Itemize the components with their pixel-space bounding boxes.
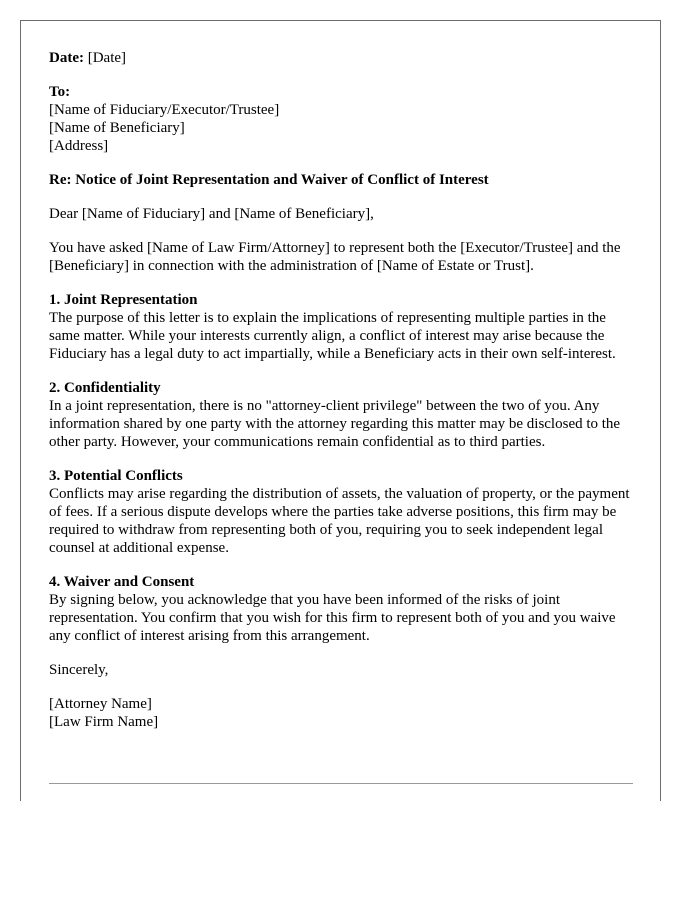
signature-block bbox=[49, 695, 639, 731]
section-title: 4. Waiver and Consent bbox=[49, 574, 195, 590]
recipient-beneficiary: [Name of Beneficiary] bbox=[49, 120, 185, 136]
section-title: 2. Confidentiality bbox=[49, 380, 161, 396]
spacer bbox=[49, 363, 639, 379]
signature-attorney: [Attorney Name] bbox=[49, 696, 152, 712]
section-body: The purpose of this letter is to explain the implications of representing multiple parties in the same matter. While your interests currently align, a conflict of interest may arise because the Fiduciary has a legal duty to act impartially, while a Beneficiary acts in their own self-interest. bbox=[49, 310, 616, 362]
section-waiver-consent bbox=[49, 573, 639, 645]
section-title: 3. Potential Conflicts bbox=[49, 468, 183, 484]
section-title: 1. Joint Representation bbox=[49, 292, 198, 308]
spacer bbox=[49, 645, 639, 661]
date-label: Date: bbox=[49, 50, 84, 66]
date-line bbox=[49, 49, 639, 67]
section-potential-conflicts bbox=[49, 467, 639, 557]
letter-page bbox=[20, 20, 661, 801]
section-body: In a joint representation, there is no "attorney-client privilege" between the two of you. Any information shared by one party with the attorney regarding this matter may be disclosed to the other party. However, your communications remain confidential as to third parties. bbox=[49, 398, 621, 450]
spacer bbox=[49, 189, 639, 205]
spacer bbox=[49, 451, 639, 467]
recipient-address: [Address] bbox=[49, 138, 109, 154]
salutation: Dear [Name of Fiduciary] and [Name of Beneficiary], bbox=[49, 206, 374, 222]
closing: Sincerely, bbox=[49, 662, 109, 678]
recipient-fiduciary: [Name of Fiduciary/Executor/Trustee] bbox=[49, 102, 280, 118]
spacer bbox=[49, 155, 639, 171]
signature-firm: [Law Firm Name] bbox=[49, 714, 159, 730]
footer-divider bbox=[49, 783, 633, 784]
recipient-label: To: bbox=[49, 84, 71, 100]
section-body: By signing below, you acknowledge that you have been informed of the risks of joint representation. You confirm that you wish for this firm to represent both of you and you waive any conflict of interest arising from this arrangement. bbox=[49, 592, 616, 644]
letter-content bbox=[49, 49, 639, 731]
section-joint-representation bbox=[49, 291, 639, 363]
intro-paragraph: You have asked [Name of Law Firm/Attorney] to represent both the [Executor/Trustee] and the [Beneficiary] in connection with the administration of [Name of Estate or Trust]. bbox=[49, 240, 621, 274]
spacer bbox=[49, 557, 639, 573]
subject-line: Re: Notice of Joint Representation and Waiver of Conflict of Interest bbox=[49, 172, 489, 188]
spacer bbox=[49, 275, 639, 291]
spacer bbox=[49, 223, 639, 239]
section-body: Conflicts may arise regarding the distribution of assets, the valuation of property, or the payment of fees. If a serious dispute develops where the parties take adverse positions, this firm may be required to withdraw from representing both of you, requiring you to seek independent legal counsel at additional expense. bbox=[49, 486, 630, 556]
date-value: [Date] bbox=[87, 50, 127, 66]
recipient-block bbox=[49, 83, 639, 155]
section-confidentiality bbox=[49, 379, 639, 451]
spacer bbox=[49, 67, 639, 83]
spacer bbox=[49, 679, 639, 695]
